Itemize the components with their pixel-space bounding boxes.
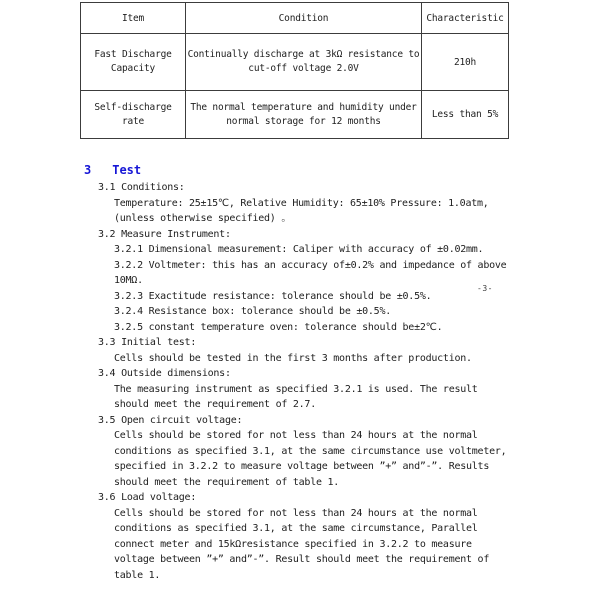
condition-cell-line: cut-off voltage 2.0V (248, 63, 359, 74)
body-line: 3.5 Open circuit voltage: (98, 414, 243, 426)
item-cell (81, 34, 186, 91)
section-number: 3 (84, 163, 92, 177)
body-line: 3.2.5 constant temperature oven: tolerance should be±2℃. (114, 321, 443, 333)
body-line: table 1. (114, 569, 161, 581)
condition-cell-line: The normal temperature and humidity under (190, 101, 417, 113)
body-line: 3.2.1 Dimensional measurement: Caliper with accuracy of ±0.02mm. (114, 244, 484, 255)
body-line: 3.6 Load voltage: (98, 492, 197, 503)
body-line: conditions as specified 3.1, at the same circumstance, Parallel (114, 523, 478, 534)
body-line: 3.2.4 Resistance box: tolerance should be ±0.5%. (114, 306, 391, 317)
condition-cell-line: normal storage for 12 months (226, 115, 381, 127)
column-header-item: Item (81, 3, 186, 34)
body-line: connect meter and 15kΩresistance specified in 3.2.2 to measure (114, 538, 472, 550)
body-line: 3.2 Measure Instrument: (98, 228, 231, 240)
column-header-condition: Condition (186, 3, 422, 34)
body-line: Cells should be stored for not less than 24 hours at the normal (114, 507, 478, 519)
condition-cell (186, 34, 422, 91)
table-row-fast-discharge (81, 34, 509, 91)
item-cell-line: Fast Discharge (94, 49, 172, 60)
table-header-row (81, 3, 509, 34)
item-cell (81, 91, 186, 139)
body-line: conditions as specified 3.1, at the same circumstance use voltmeter, (114, 445, 507, 457)
section-body-text (80, 180, 550, 583)
table-row-self-discharge (81, 91, 509, 139)
body-line: 3.1 Conditions: (98, 182, 185, 193)
condition-cell-line: Continually discharge at 3kΩ resistance to (187, 49, 420, 60)
section-title: Test (112, 163, 142, 177)
body-line: 3.2.3 Exactitude resistance: tolerance should be ±0.5%. (114, 290, 432, 302)
body-line: should meet the requirement of 2.7. (114, 399, 316, 410)
body-line: 3.3 Initial test: (98, 337, 197, 348)
characteristic-cell: 210h (422, 34, 509, 91)
item-cell-line: rate (121, 115, 145, 127)
body-line: Cells should be stored for not less than 24 hours at the normal (114, 430, 478, 441)
body-line: voltage between ”+” and”-”. Result should meet the requirement of (114, 554, 490, 565)
condition-cell (186, 91, 422, 139)
item-cell-line: Capacity (110, 63, 156, 74)
section-heading-test (84, 162, 141, 178)
column-header-characteristic: Characteristic (422, 3, 509, 34)
body-line: 3.2.2 Voltmeter: this has an accuracy of±0.2% and impedance of above (114, 259, 507, 271)
body-line: Temperature: 25±15℃, Relative Humidity: 65±10% Pressure: 1.0atm, (114, 197, 489, 209)
body-line: specified in 3.2.2 to measure voltage between ”+” and”-”. Results (114, 461, 490, 472)
body-line: 10MΩ. (114, 275, 143, 286)
body-line: The measuring instrument as specified 3.2.1 is used. The result (114, 383, 478, 395)
body-line: should meet the requirement of table 1. (114, 476, 340, 488)
body-line: 3.4 Outside dimensions: (98, 368, 231, 379)
spec-table (80, 2, 509, 139)
body-line: (unless otherwise specified) 。 (114, 213, 292, 224)
characteristic-cell: Less than 5% (422, 91, 509, 139)
item-cell-line: Self-discharge (94, 101, 172, 113)
body-line: Cells should be tested in the first 3 months after production. (114, 352, 472, 364)
page-number: -3- (477, 284, 493, 293)
